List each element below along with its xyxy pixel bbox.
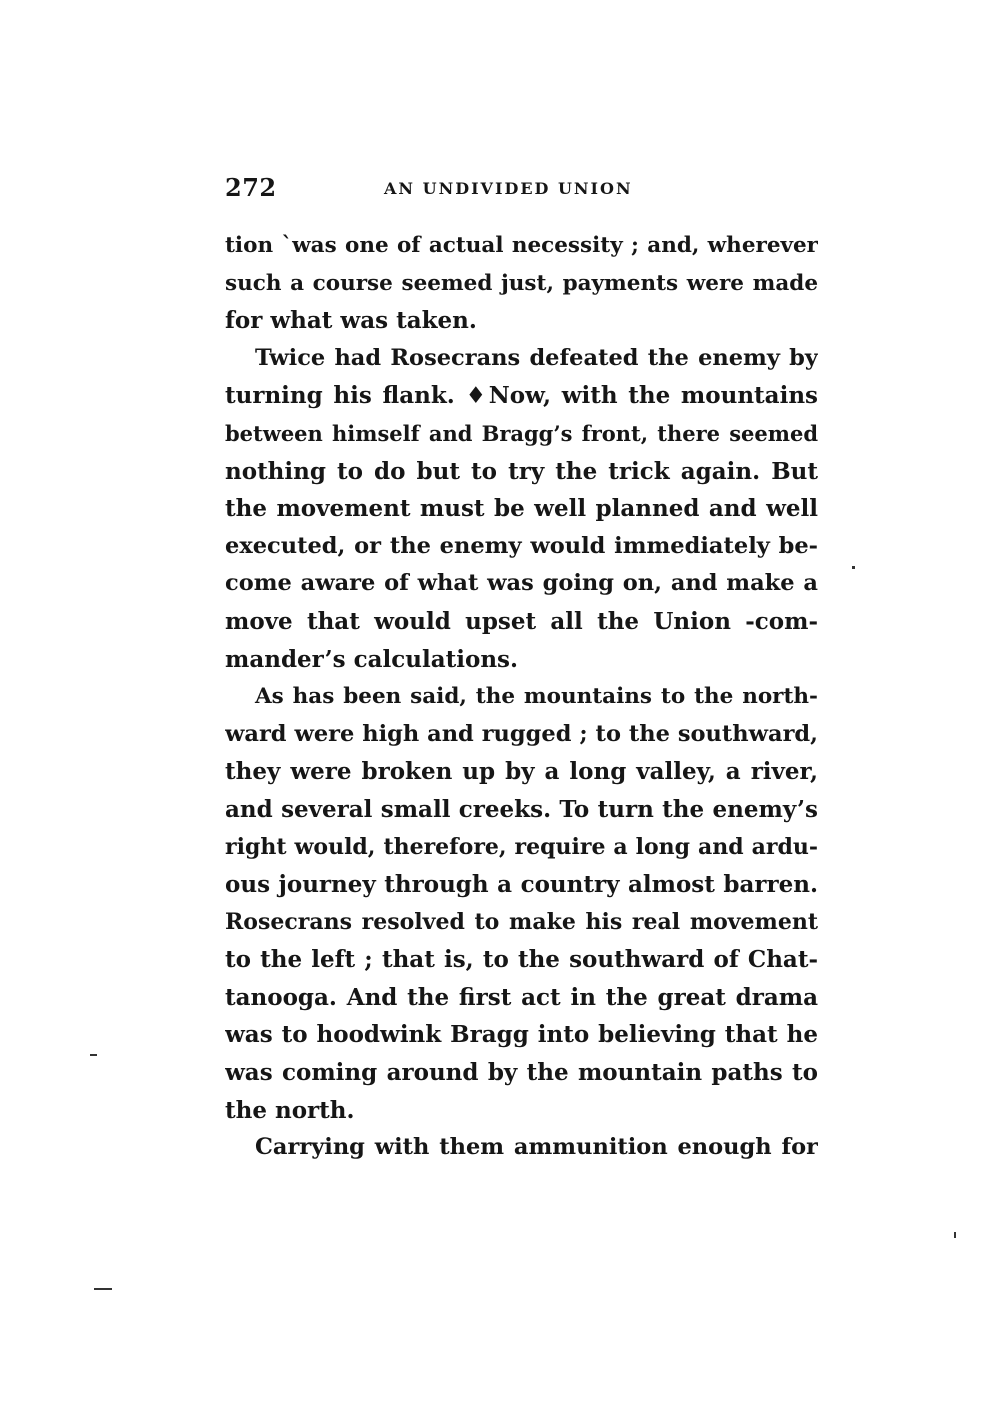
text-line: for what was taken. [225,307,477,335]
paragraph-start-line: Twice had Rosecrans defeated the enemy by [255,344,818,371]
text-line: move that would upset all the Union -com- [225,607,818,635]
text-line: to the left ; that is, to the southward of Chat- [225,946,818,974]
scan-speck [954,1232,956,1238]
text-line: between himself and Bragg’s front, there seemed [225,420,818,446]
text-line: executed, or the enemy would immediately be- [225,532,818,559]
text-line: nothing to do but to try the trick again. But [225,457,818,485]
text-line: tion `was one of actual necessity ; and, wherever [225,233,818,258]
text-line: such a course seemed just, payments were made [225,270,818,296]
text-line: was to hoodwink Bragg into believing that he [225,1021,818,1049]
text-line: mander’s calculations. [225,645,518,673]
paragraph-start-line: Carrying with them ammunition enough for [255,1134,818,1161]
body-text [225,227,818,1167]
paragraph-start-line: As has been said, the mountains to the north- [255,684,818,710]
text-line: the north. [225,1096,355,1124]
text-line: they were broken up by a long valley, a river, [225,758,818,786]
scan-speck [94,1288,112,1290]
text-line: the movement must be well planned and well [225,495,818,523]
scan-speck [90,1054,97,1056]
text-line: tanooga. And the first act in the great drama [225,983,818,1011]
scan-speck [852,566,855,569]
text-line: right would, therefore, require a long and ardu- [225,833,818,860]
text-line: Rosecrans resolved to make his real movement [225,908,818,935]
text-line: was coming around by the mountain paths to [225,1059,818,1087]
running-head: AN UNDIVIDED UNION [384,179,633,198]
text-line: come aware of what was going on, and make a [225,570,818,597]
text-line: and several small creeks. To turn the enemy’s [225,795,818,823]
text-line: turning his flank. ♦Now, with the mountains [225,382,818,410]
page-number: 272 [225,173,277,202]
text-line: ward were high and rugged ; to the southward, [225,720,818,747]
page-header [225,173,820,207]
text-line: ous journey through a country almost barren. [225,871,818,899]
